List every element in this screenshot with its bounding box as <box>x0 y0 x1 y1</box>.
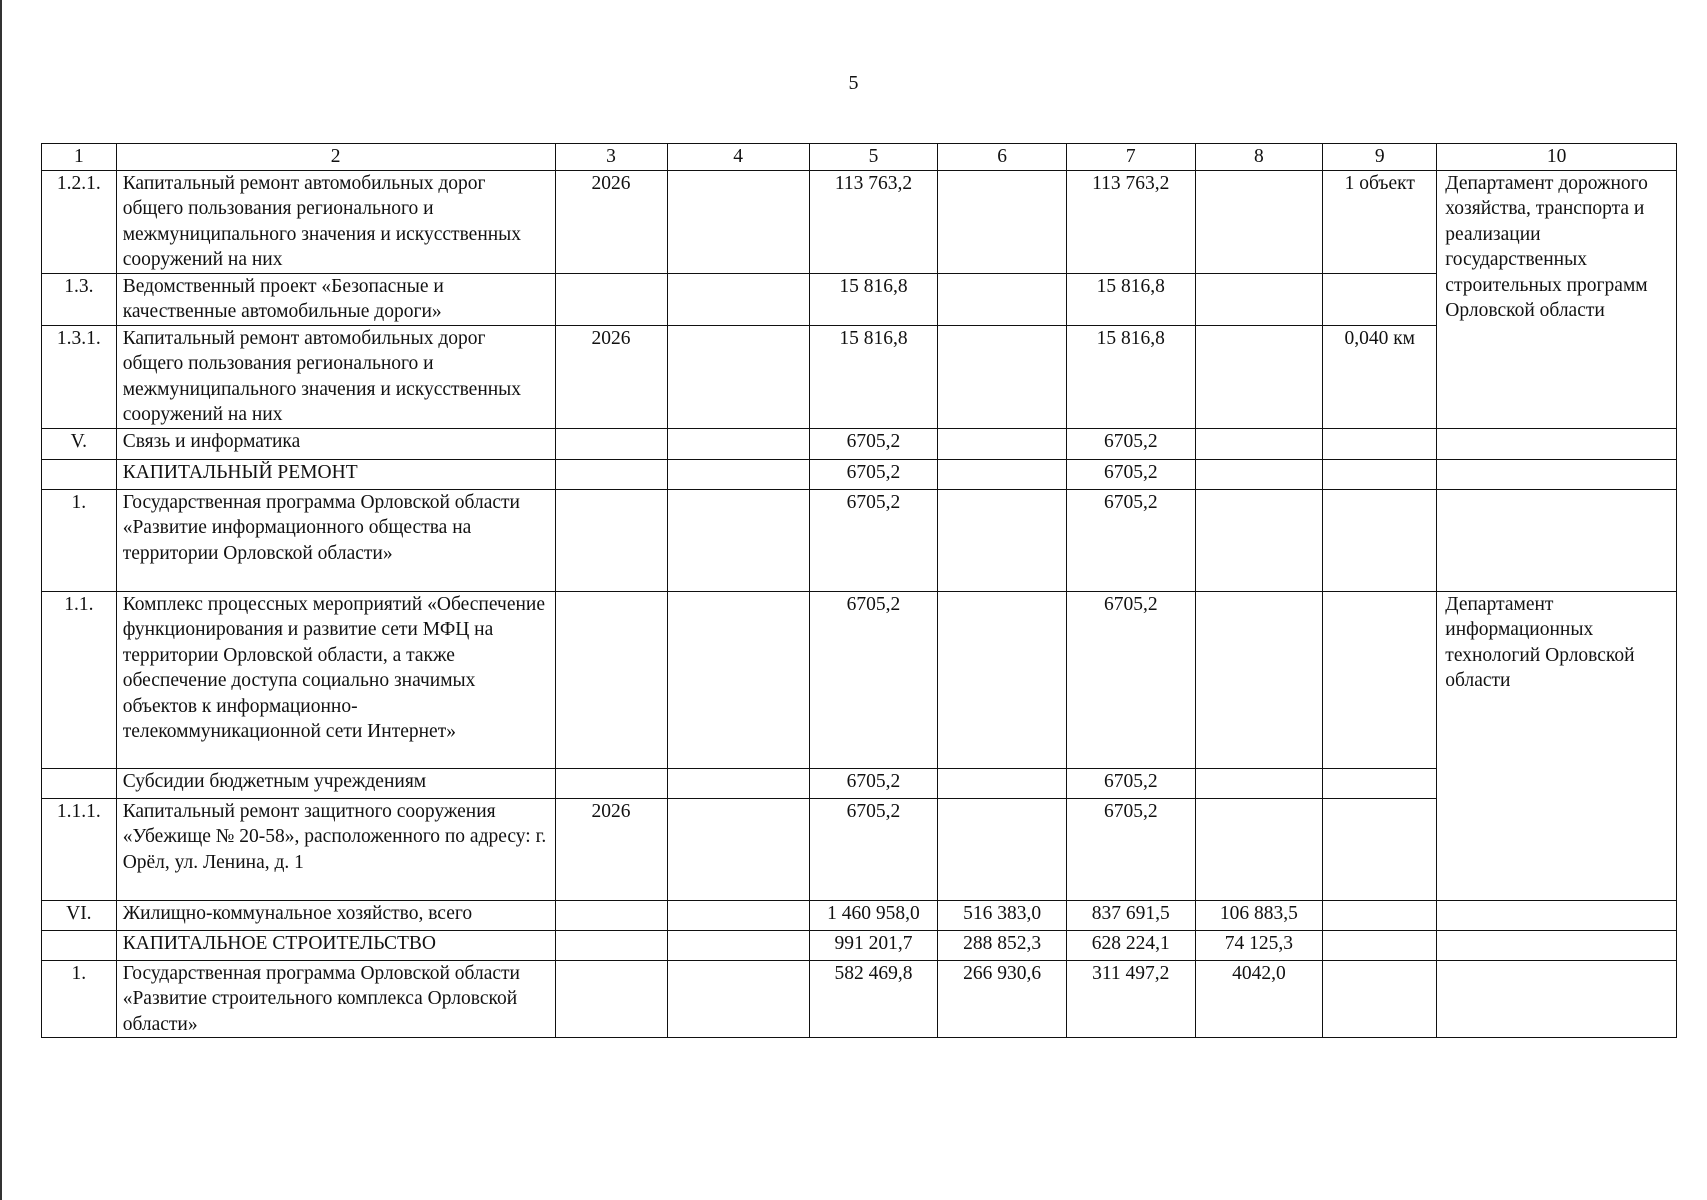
table-row <box>42 960 1677 1038</box>
header-cell: 3 <box>555 144 667 171</box>
row-col7: 15 816,8 <box>1066 325 1195 428</box>
row-col8: 4042,0 <box>1195 960 1323 1038</box>
row-col9 <box>1323 489 1437 591</box>
table-row <box>42 489 1677 591</box>
row-col8 <box>1195 273 1323 325</box>
row-col5: 6705,2 <box>809 798 938 900</box>
row-col10 <box>1437 960 1677 1038</box>
row-number: 1.1. <box>42 591 117 768</box>
row-name: Капитальный ремонт автомобильных дорог общего пользования регионального и межмуниципального значения и искусственных сооружений на них <box>116 170 555 273</box>
row-col8: 106 883,5 <box>1195 900 1323 930</box>
row-col7: 6705,2 <box>1066 428 1195 459</box>
row-year <box>555 428 667 459</box>
row-col9: 0,040 км <box>1323 325 1437 428</box>
row-year <box>555 459 667 489</box>
table-row <box>42 930 1677 960</box>
row-col5: 6705,2 <box>809 768 938 798</box>
row-col6 <box>938 489 1067 591</box>
row-col9 <box>1323 900 1437 930</box>
row-number: 1.3. <box>42 273 117 325</box>
row-year: 2026 <box>555 325 667 428</box>
row-col4 <box>667 325 809 428</box>
row-col8 <box>1195 459 1323 489</box>
row-name: Капитальный ремонт автомобильных дорог общего пользования регионального и межмуниципального значения и искусственных сооружений на них <box>116 325 555 428</box>
table-row <box>42 325 1677 428</box>
row-col4 <box>667 798 809 900</box>
row-col9 <box>1323 930 1437 960</box>
row-col5: 15 816,8 <box>809 273 938 325</box>
row-col9 <box>1323 798 1437 900</box>
table-row <box>42 170 1677 273</box>
row-col6: 288 852,3 <box>938 930 1067 960</box>
row-col4 <box>667 768 809 798</box>
table-row <box>42 273 1677 325</box>
row-number <box>42 459 117 489</box>
row-year: 2026 <box>555 798 667 900</box>
row-name: Капитальный ремонт защитного сооружения «Убежище № 20-58», расположенного по адресу: г. Орёл, ул. Ленина, д. 1 <box>116 798 555 900</box>
row-col10 <box>1437 930 1677 960</box>
header-cell: 4 <box>667 144 809 171</box>
row-col6 <box>938 768 1067 798</box>
row-name: Государственная программа Орловской области «Развитие информационного общества на территории Орловской области» <box>116 489 555 591</box>
row-col4 <box>667 960 809 1038</box>
row-name: КАПИТАЛЬНОЕ СТРОИТЕЛЬСТВО <box>116 930 555 960</box>
header-cell: 10 <box>1437 144 1677 171</box>
row-number: V. <box>42 428 117 459</box>
row-col6 <box>938 591 1067 768</box>
row-col6 <box>938 428 1067 459</box>
row-col7: 6705,2 <box>1066 459 1195 489</box>
row-col10 <box>1437 900 1677 930</box>
row-year <box>555 930 667 960</box>
row-col5: 6705,2 <box>809 459 938 489</box>
row-year <box>555 489 667 591</box>
row-col6 <box>938 273 1067 325</box>
row-col9: 1 объект <box>1323 170 1437 273</box>
row-col4 <box>667 459 809 489</box>
row-col9 <box>1323 768 1437 798</box>
header-cell: 7 <box>1066 144 1195 171</box>
row-year <box>555 273 667 325</box>
row-col6 <box>938 170 1067 273</box>
row-col6 <box>938 325 1067 428</box>
row-col7: 837 691,5 <box>1066 900 1195 930</box>
page-number: 5 <box>848 72 859 94</box>
row-col6: 516 383,0 <box>938 900 1067 930</box>
row-col4 <box>667 930 809 960</box>
row-year <box>555 900 667 930</box>
row-col7: 6705,2 <box>1066 798 1195 900</box>
row-col7: 6705,2 <box>1066 768 1195 798</box>
row-col8 <box>1195 768 1323 798</box>
row-col6: 266 930,6 <box>938 960 1067 1038</box>
row-col8: 74 125,3 <box>1195 930 1323 960</box>
row-name: КАПИТАЛЬНЫЙ РЕМОНТ <box>116 459 555 489</box>
row-col9 <box>1323 591 1437 768</box>
header-cell: 1 <box>42 144 117 171</box>
row-col5: 113 763,2 <box>809 170 938 273</box>
row-col6 <box>938 798 1067 900</box>
header-cell: 9 <box>1323 144 1437 171</box>
row-col7: 628 224,1 <box>1066 930 1195 960</box>
row-col5: 6705,2 <box>809 489 938 591</box>
row-col5: 582 469,8 <box>809 960 938 1038</box>
row-col8 <box>1195 428 1323 459</box>
row-number: 1.3.1. <box>42 325 117 428</box>
row-col8 <box>1195 325 1323 428</box>
budget-table <box>41 143 1677 1038</box>
row-col8 <box>1195 798 1323 900</box>
table-header-row <box>42 144 1677 171</box>
row-number: 1. <box>42 489 117 591</box>
row-year <box>555 591 667 768</box>
row-col8 <box>1195 170 1323 273</box>
row-col5: 991 201,7 <box>809 930 938 960</box>
row-col10 <box>1437 428 1677 459</box>
row-col10 <box>1437 459 1677 489</box>
row-number: 1. <box>42 960 117 1038</box>
row-col5: 6705,2 <box>809 428 938 459</box>
page-left-edge <box>0 0 2 1200</box>
row-col7: 6705,2 <box>1066 489 1195 591</box>
row-col9 <box>1323 428 1437 459</box>
table-row <box>42 900 1677 930</box>
header-cell: 5 <box>809 144 938 171</box>
row-col10 <box>1437 489 1677 591</box>
table-row <box>42 798 1677 900</box>
row-col8 <box>1195 591 1323 768</box>
row-col4 <box>667 428 809 459</box>
header-cell: 6 <box>938 144 1067 171</box>
department-roads: Департамент дорожного хозяйства, транспорта и реализации государственных строительных программ Орловской области <box>1437 170 1677 428</box>
row-col9 <box>1323 960 1437 1038</box>
row-col4 <box>667 489 809 591</box>
row-year: 2026 <box>555 170 667 273</box>
row-col7: 15 816,8 <box>1066 273 1195 325</box>
row-col6 <box>938 459 1067 489</box>
row-col5: 6705,2 <box>809 591 938 768</box>
row-col4 <box>667 591 809 768</box>
row-col9 <box>1323 273 1437 325</box>
row-name: Ведомственный проект «Безопасные и качественные автомобильные дороги» <box>116 273 555 325</box>
row-year <box>555 768 667 798</box>
row-col4 <box>667 900 809 930</box>
row-col7: 311 497,2 <box>1066 960 1195 1038</box>
department-it: Департамент информационных технологий Орловской области <box>1437 591 1677 900</box>
table-row <box>42 428 1677 459</box>
row-col4 <box>667 273 809 325</box>
row-number <box>42 768 117 798</box>
table-row <box>42 768 1677 798</box>
table-row <box>42 591 1677 768</box>
row-number <box>42 930 117 960</box>
header-cell: 2 <box>116 144 555 171</box>
row-number: 1.2.1. <box>42 170 117 273</box>
row-col8 <box>1195 489 1323 591</box>
row-name: Субсидии бюджетным учреждениям <box>116 768 555 798</box>
row-col7: 113 763,2 <box>1066 170 1195 273</box>
row-col7: 6705,2 <box>1066 591 1195 768</box>
row-col9 <box>1323 459 1437 489</box>
row-col5: 1 460 958,0 <box>809 900 938 930</box>
row-name: Государственная программа Орловской области «Развитие строительного комплекса Орловской области» <box>116 960 555 1038</box>
row-name: Жилищно-коммунальное хозяйство, всего <box>116 900 555 930</box>
row-number: VI. <box>42 900 117 930</box>
row-name: Комплекс процессных мероприятий «Обеспечение функционирования и развитие сети МФЦ на территории Орловской области, а также обеспечение доступа социально значимых объектов к информационно-телекоммуникационной сети Интернет» <box>116 591 555 768</box>
table-row <box>42 459 1677 489</box>
row-name: Связь и информатика <box>116 428 555 459</box>
row-col5: 15 816,8 <box>809 325 938 428</box>
row-number: 1.1.1. <box>42 798 117 900</box>
header-cell: 8 <box>1195 144 1323 171</box>
row-col4 <box>667 170 809 273</box>
row-year <box>555 960 667 1038</box>
